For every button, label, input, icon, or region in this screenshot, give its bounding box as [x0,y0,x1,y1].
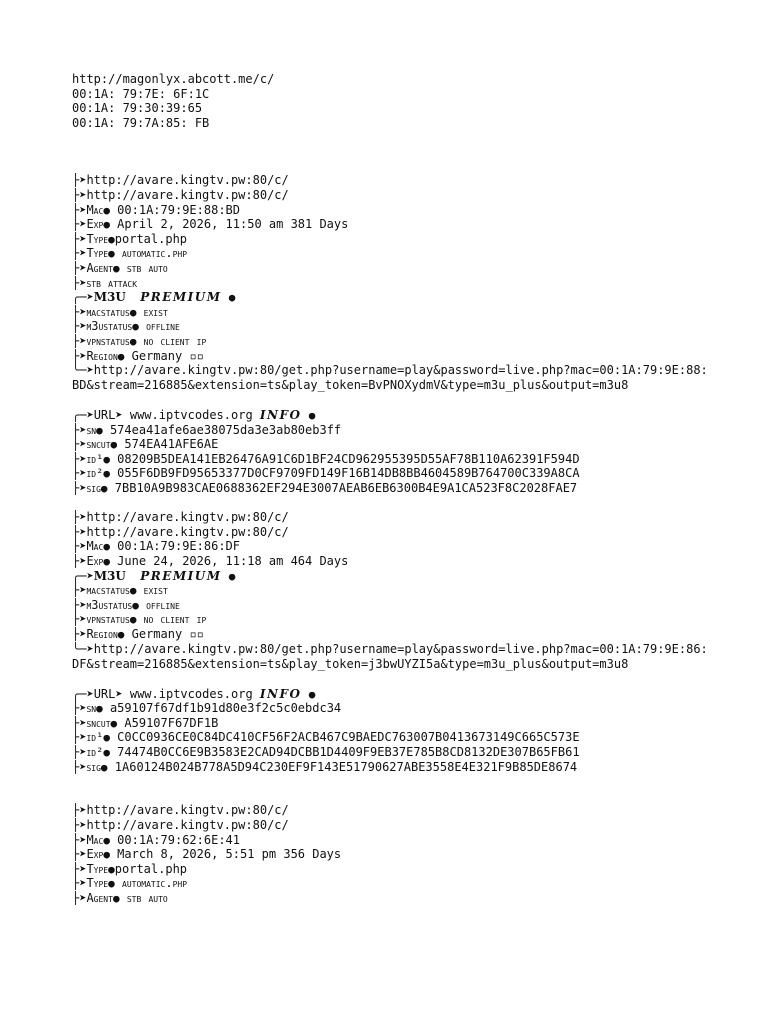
id1-line: ├➤id¹● 08209B5DEA141EB26476A91C6D1BF24CD962955395D55AF78B110A62391F594D [72,451,580,466]
mac-line: ├➤Mac● 00:1A:79:9E:88:BD [72,202,240,217]
exp-line: ├➤Exp● June 24, 2026, 11:18 am 464 Days [72,554,349,569]
m3u-link[interactable]: ╰─➤http://avare.kingtv.pw:80/get.php?username=play&password=live.php?mac=00:1A:79:9E:88:BD&stream=216885&extension=ts&play_token=BvPNOXydmV&type=m3u_plus&output=m3u8 [72,363,708,393]
portal-line: ├➤http://avare.kingtv.pw:80/c/ [72,187,289,202]
portal-line: ├➤http://avare.kingtv.pw:80/c/ [72,803,289,818]
sig-line: ├➤sig● 1A60124B024B778A5D94C230EF9F143E51790627ABE3558E4E321F9B85DE8674 [72,759,578,774]
spacer [72,672,712,687]
m3ustatus-line: ├➤m3ustatus● offline [72,319,180,334]
spacer [72,130,712,173]
agent-line: ├➤Agent● stb auto [72,260,168,275]
macstatus-line: ├➤macstatus● exist [72,304,168,319]
flag-icon: ▫▫ [189,348,204,363]
header-mac-3: 00:1A: 79:7A:85: FB [72,115,210,130]
header-mac-2: 00:1A: 79:30:39:65 [72,101,203,116]
entry-3 [72,803,712,905]
portal-line: ├➤http://avare.kingtv.pw:80/c/ [72,524,289,539]
sn-line: ├➤sn● a59107f67df1b91d80e3f2c5c0ebdc34 [72,701,342,716]
sncut-line: ├➤sncut● 574EA41AFE6AE [72,437,219,452]
type-portal-line: ├➤Type●portal.php [72,861,188,876]
portal-line: ├➤http://avare.kingtv.pw:80/c/ [72,173,289,188]
spacer [72,789,712,804]
header-url: http://magonlyx.abcott.me/c/ [72,72,275,86]
id2-line: ├➤id²● 74474B0CC6E9B3583E2CAD94DCBB1D4409F9EB37E785B8CD8132DE307B65FB61 [72,744,580,759]
macstatus-line: ├➤macstatus● exist [72,583,168,598]
header-mac-1: 00:1A: 79:7E: 6F:1C [72,86,210,101]
agent-line: ├➤Agent● stb auto [72,890,168,905]
mac-line: ├➤Mac● 00:1A:79:9E:86:DF [72,539,240,554]
info-heading: ╭─➤URL➤ www.iptvcodes.org INFO ● [72,408,316,423]
vpnstatus-line: ├➤vpnstatus● no client ip [72,612,207,627]
entry-1 [72,173,712,495]
spacer [72,394,712,409]
region-line: ├➤Region● Germany ▫▫ [72,348,204,363]
type-auto-line: ├➤Type● automatic.php [72,246,188,261]
stb-attack-line: ├➤stb attack [72,275,138,290]
vpnstatus-line: ├➤vpnstatus● no client ip [72,333,207,348]
sn-line: ├➤sn● 574ea41afe6ae38075da3e3ab80eb3ff [72,422,342,437]
info-heading: ╭─➤URL➤ www.iptvcodes.org INFO ● [72,686,316,701]
portal-line: ├➤http://avare.kingtv.pw:80/c/ [72,510,289,525]
mac-line: ├➤Mac● 00:1A:79:62:6E:41 [72,832,240,847]
spacer [72,496,712,511]
document-body [72,72,712,906]
sncut-line: ├➤sncut● A59107F67DF1B [72,715,219,730]
portal-line: ├➤http://avare.kingtv.pw:80/c/ [72,817,289,832]
region-line: ├➤Region● Germany ▫▫ [72,627,204,641]
m3u-link[interactable]: ╰─➤http://avare.kingtv.pw:80/get.php?username=play&password=live.php?mac=00:1A:79:9E:86:DF&stream=216885&extension=ts&play_token=j3bwUYZI5a&type=m3u_plus&output=m3u8 [72,641,708,671]
m3u-premium-heading: ╭─➤M3U PREMIUM ● [72,568,236,583]
id1-line: ├➤id¹● C0CC0936CE0C84DC410CF56F2ACB467C9BAEDC763007B0413673149C665C573E [72,730,580,745]
m3u-premium-heading: ╭─➤M3U PREMIUM ● [72,290,236,305]
type-auto-line: ├➤Type● automatic.php [72,876,188,891]
entry-2 [72,510,712,774]
sig-line: ├➤sig● 7BB10A9B983CAE0688362EF294E3007AEAB6EB6300B4E9A1CA523F8C2028FAE7 [72,481,578,496]
id2-line: ├➤id²● 055F6DB9FD95653377D0CF9709FD149F16B14DB8BB4604589B764700C339A8CA [72,466,580,481]
type-portal-line: ├➤Type●portal.php [72,231,188,246]
exp-line: ├➤Exp● April 2, 2026, 11:50 am 381 Days [72,217,349,232]
m3ustatus-line: ├➤m3ustatus● offline [72,597,180,612]
flag-icon: ▫▫ [189,627,204,641]
exp-line: ├➤Exp● March 8, 2026, 5:51 pm 356 Days [72,847,342,862]
spacer [72,774,712,789]
